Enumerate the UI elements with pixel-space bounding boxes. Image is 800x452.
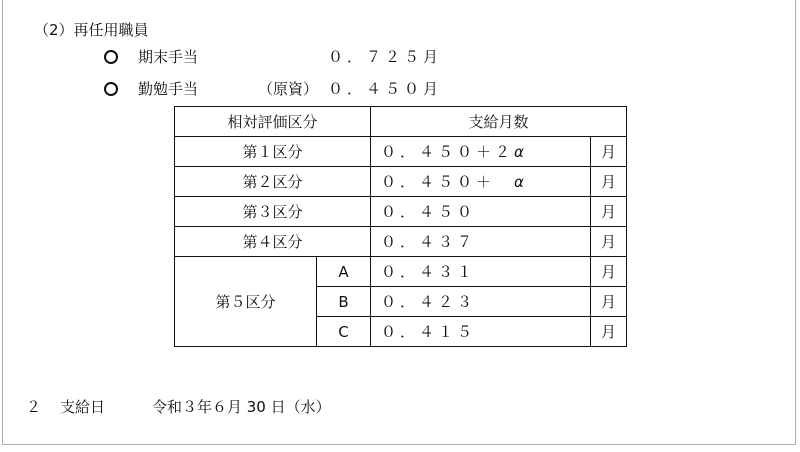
item-label: 期末手当 [138,48,199,66]
value-cell: ０．４５０ [371,197,591,227]
circle-bullet-icon [104,82,118,96]
item-note: （原資） [258,80,319,98]
category-cell: 第２区分 [175,167,371,197]
evaluation-table [174,106,627,347]
column-header-months: 支給月数 [371,107,627,137]
table-row [175,197,627,227]
column-header-category: 相対評価区分 [175,107,371,137]
unit-cell: 月 [591,137,627,167]
table-row [175,167,627,197]
group-category-cell: 第５区分 [175,257,317,347]
table-row [175,257,627,287]
category-cell: 第１区分 [175,137,371,167]
table-header-row [175,107,627,137]
item-value: ０．７２５月 [328,48,443,66]
unit-cell: 月 [591,257,627,287]
value-cell: ０．４２３ [371,287,591,317]
unit-cell: 月 [591,197,627,227]
unit-cell: 月 [591,317,627,347]
section-title: （2）再任用職員 [34,21,149,39]
table-row [175,227,627,257]
payday-line [26,397,331,417]
value-cell: ０．４３７ [371,227,591,257]
unit-cell: 月 [591,287,627,317]
payday-label: 支給日 [60,398,106,416]
table-row [175,137,627,167]
subcategory-cell: B [317,287,371,317]
subcategory-cell: C [317,317,371,347]
unit-cell: 月 [591,227,627,257]
value-text: ０．４５０＋２ [381,143,515,161]
value-cell [371,167,591,197]
item-label: 勤勉手当 [138,80,199,98]
subcategory-cell: A [317,257,371,287]
circle-bullet-icon [104,50,118,64]
item-value: ０．４５０月 [328,80,443,98]
payday-number: ２ [26,398,42,416]
category-cell: 第４区分 [175,227,371,257]
value-text: ０．４５０＋ [381,173,515,191]
payday-date: 令和３年６月 30 日（水） [152,398,331,416]
value-cell: ０．４３１ [371,257,591,287]
unit-cell: 月 [591,167,627,197]
category-cell: 第３区分 [175,197,371,227]
value-cell [371,137,591,167]
value-cell: ０．４１５ [371,317,591,347]
alpha-symbol: α [514,173,528,191]
alpha-symbol: α [514,143,528,161]
